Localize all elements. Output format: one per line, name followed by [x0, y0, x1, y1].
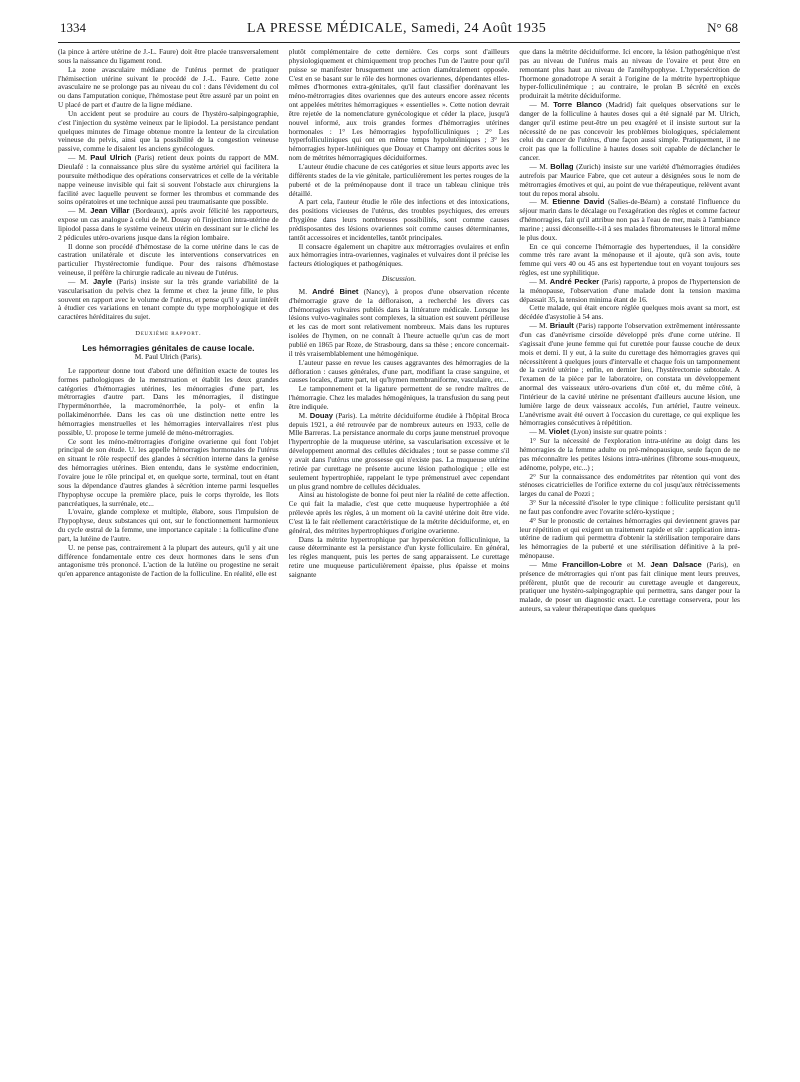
paragraph — [519, 561, 740, 614]
paragraph — [519, 473, 740, 500]
paragraph-text: 2° Sur la connaissance des endométrites par rétention qui vont des sténoses cicatricielles de l'orifice externe du col jusqu'aux rétrécissements larges du canal de Pozzi ; — [519, 471, 741, 499]
article-body — [58, 48, 740, 1068]
paragraph — [58, 367, 279, 438]
paragraph-text: 3° Sur la nécessité d'isoler le type clinique : folliculite persistant qu'il ne faut pas confondre avec l'ovarite scléro-kystique ; — [519, 498, 741, 516]
paragraph — [519, 278, 740, 305]
paragraph-text: Les hémorragies génitales de cause locale. — [82, 343, 255, 353]
paragraph — [519, 517, 740, 561]
paragraph-text: Un accident peut se produire au cours de l'hystéro-salpingographie, c'est l'injection du système veineux par le lipiodol. La persistance pendant quelques minutes de l'image obtenue montre la lenteur de la circulation veineuse du pelvis, ainsi que la possibilité de la congestion veineuse passive, comme le disaient les anciens gynécologues. — [58, 108, 279, 154]
paragraph-text: (la pince à artère utérine de J.-L. Faure) doit être placée transversalement sous la naissance du ligament rond. — [58, 48, 279, 65]
paragraph-text: (Zurich) insiste sur une variété d'hémorragies étudiées autrefois par Maurice Fabre, que cet auteur a désignées sous le nom de métrorragies émotives et qui, au point de vue thérapeutique, relèvent avant tout du repos moral absolu. — [519, 161, 741, 198]
paragraph — [289, 412, 510, 492]
paragraph-text: Le tamponnement et la ligature permettent de se rendre maîtres de l'hémorragie. Chez les malades hémogéniques, la transfusion du sang peut être indiquée. — [288, 384, 510, 411]
paragraph-text: M. Paul Ulrich (Paris). — [134, 352, 202, 361]
paragraph-text: Dans la métrite hypertrophique par hypersécrétion folliculinique, la cause déterminante est la persistance d'un kyste folliculaire. En général, les règles manquent, puis les pertes de sang apparaissent. Le curettage retire une muqueuse particulièrement épaisse, plus épaisse et moins saignante — [288, 534, 510, 579]
speaker-name: Briault — [549, 321, 574, 331]
speaker-name: André Binet — [312, 286, 359, 296]
paragraph — [58, 508, 279, 543]
discussion-heading — [289, 275, 510, 284]
speaker-name: Jayle — [92, 276, 112, 286]
speaker-name: Etienne David — [552, 197, 605, 207]
paragraph-text: Il donne son procédé d'hémostase de la corne utérine dans le cas de castration unilatérale et discute les interventions conservatrices en particulier l'hystérectomie fundique. Pour des raisons d'hémostase veineuse, il préfère la chirurgie radicale au niveau de l'utérus. — [58, 241, 279, 278]
paragraph — [58, 544, 279, 579]
issue-number: N° 68 — [707, 20, 738, 35]
paragraph-text: 4° Sur le pronostic de certaines hémorragies qui deviennent graves par leur répétition et qui exigent un traitement rapide et sûr : application intra-utérine de radium qui permettra d'obtenir la stérilisation temporaire dans les hémorragies de la puberté et une stérilisation définitive à la pré-ménopause. — [519, 515, 741, 561]
section-author — [58, 353, 279, 362]
speaker-prefix: M. — [298, 410, 310, 420]
speaker-prefix: — M. — [529, 276, 550, 286]
paragraph-text: Cette malade, qui était encore réglée quelques mois avant sa mort, est décédée d'asystolie à 54 ans. — [519, 303, 741, 322]
paragraph-text: Deuxième rapport. — [135, 330, 202, 338]
speaker-name: Jean Dalsace — [650, 559, 702, 569]
paragraph-text: (Paris), en présence de métrorragies qui n'ont pas fait clinique ment leurs preuves, préfèrent, plutôt que de recourir au curettage aveugle et dangereux, pratiquer une hystéro-salpingographie qui permettra, sans danger pour la malade, de poser un diagnostic exact. Le curettage conservera, pour les auteurs, sa valeur thérapeutique dans quelques — [519, 559, 741, 614]
speaker-prefix: — Mme — [529, 559, 563, 569]
paragraph — [519, 101, 740, 163]
paragraph-text: que dans la métrite déciduiforme. Ici encore, la lésion pathogénique n'est pas au niveau de l'utérus mais au niveau de l'ovaire et peut être en remontant plus haut au niveau de l'antéhypophyse. L'hypersécrétion de l'hormone gonadotrope A serait à l'origine de la métrite hypertrophique hyper-folliculinémique ; au contraire, le prolan B sécrété en excès produirait la métrite déciduiforme. — [519, 48, 741, 101]
page-header — [60, 20, 738, 40]
paragraph-text: Discussion. — [381, 274, 417, 284]
speaker-prefix: — M. — [529, 427, 549, 437]
paragraph-text: (Paris). La métrite déciduiforme étudiée à l'hôpital Broca depuis 1921, a été retrouvée par de nombreux auteurs en 1933, celle de Mlle Barreras. La persistance anormale du corps jaune menstruel provoque l'hypertrophie de la muqueuse utérine, sa vascularisation excessive et le développement anormal des cellules déciduales ; tout se passe comme s'il y avait dans l'utérus une grossesse qui n'existe pas. La muqueuse utérine retirée par curettage ne présente aucune lésion pathologique ; elle est seulement hypertrophiée, rappelant le type prémenstruel avec cependant un plus grand nombre de cellules déciduales. — [288, 410, 510, 491]
paragraph-text: (Madrid) fait quelques observations sur le danger de la folliculine à hautes doses qui a été signalé par M. Ulrich, danger qu'il estime peut-être un peu exagéré et il insiste surtout sur la nécessité de ne pas concevoir les problèmes biologiques, spécialement celui du cancer de l'utérus, d'une façon aussi simple. Pratiquement, il ne croit pas que la folliculine à hautes doses soit capable de déclancher le cancer. — [519, 100, 741, 163]
paragraph-text: (Nancy), à propos d'une observation récente d'hémorragie grave de la défloraison, a recherché les divers cas d'hémorragies vulvaires publiés dans la littérature médicale. Lorsque les lésions vulvo-vaginales sont complexes, la situation est souvent périlleuse et les cas de mort sont relativement nombreux. Mais dans les ruptures isolées de l'hymen, on ne connaît à l'heure actuelle qu'un cas de mort publié en 1865 par Roze, de Strasbourg, dans sa thèse ; encore concernait-il très vraisemblablement une hémogénique. — [288, 286, 510, 358]
paragraph — [289, 163, 510, 198]
paragraph — [58, 66, 279, 110]
speaker-name: Douay — [309, 410, 333, 420]
paragraph — [289, 243, 510, 270]
speaker-prefix: — M. — [68, 153, 91, 163]
paragraph-text: plutôt complémentaire de cette dernière. Ces corps sont d'ailleurs physiologiquement et chimiquement trop proches l'un de l'autre pour qu'il puisse se manifester brusquement une action diamétralement opposée. C'est en se basant sur le rôle des hormones ovariennes, dépendantes elles-mêmes d'hormones extra-génitales, qu'il faut classifier dorénavant les méno-métrorragies dites ovariennes que des auteurs encore assez récents ont appelées métrites hémorragiques « essentielles ». Cette notion devrait être rejetée de la nomenclature gynécologique et céder la place, jusqu'à nouvel informé, aux trois grandes formes d'hémorragies utérines hormonales : 1° Les hémorragies hypofolliculiniques ; 2° Les hyperfolliculiniques qui ont en même temps hypolutéiniques ; 3° les hémorragies hyper-lutéiniques que Douay et Champy ont décrites sous le nom de métrites hémorragiques déciduiformes. — [288, 48, 510, 163]
text-column-middle — [289, 48, 510, 1068]
paragraph — [519, 163, 740, 198]
paragraph-text: L'ovaire, glande complexe et multiple, élabore, sous l'impulsion de l'hypophyse, deux substances qui ont, sur le fonctionnement harmonieux du cycle œstral de la femme, une importance capitale : la folliculine d'une part, la lutéine de l'autre. — [58, 507, 279, 543]
speaker-joiner: et M. — [622, 559, 651, 569]
paragraph — [289, 288, 510, 359]
paragraph-text: (Paris) retient deux points du rapport de MM. Dieulafé : la connaissance plus sûre du système artériel qui facilitera la poursuite méthodique des opérations conservatrices et celle de la véritable nappe veineuse invisible qui fait si souvent l'obstacle aux chirurgiens la facilité avec laquelle peuvent se former les thrombus et commande des soins opératoires et une technique aussi peu traumatisante que possible. — [58, 153, 279, 207]
paragraph-text: L'auteur passe en revue les causes aggravantes des hémorragies de la défloration : causes générales, d'une part, modifiant la crase sanguine, et causes locales, d'autre part, tel qu'hymen membraniforme, vasculaire, etc... — [288, 357, 510, 385]
speaker-prefix: M. — [298, 286, 313, 296]
speaker-prefix: — M. — [529, 321, 550, 331]
page-number: 1334 — [60, 20, 86, 35]
speaker-name: André Pecker — [549, 276, 600, 286]
paragraph — [58, 207, 279, 242]
paragraph-text: (Paris) rapporte, à propos de l'hypertension de la ménopause, l'observation d'une malade dont la tension maxima dépassait 35, la tension minima étant de 16. — [519, 276, 741, 304]
speaker-prefix: — M. — [68, 206, 91, 216]
paragraph — [58, 278, 279, 322]
paragraph — [519, 437, 740, 472]
paragraph — [289, 491, 510, 535]
paragraph — [519, 304, 740, 322]
paragraph-text: (Bordeaux), après avoir félicité les rapporteurs, expose un cas analogue à celui de M. Douay où l'injection intra-utérine de lipiodol passa dans le système veineux utérin en dessinant sur le cliché les 2 pédicules utéro-ovariens jusque dans la région lombaire. — [58, 206, 279, 242]
paragraph-text: Le rapporteur donne tout d'abord une définition exacte de toutes les formes pathologiques de la menstruation et établit les deux grandes catégories d'hémorragies utérines, les ménorragies d'une part, les métrorragies d'autre part. Dans les ménorragies, il distingue l'hyperménorrhée, la macroménorrhée, la poly- et enfin la pollakiménorrhée. Dans les cas où une distinction nette entre les hémorragies menstruelles et les hémorragies intervallaires n'est plus possible, U. propose le terme jumelé de méno-métrorragies. — [58, 365, 279, 437]
paragraph-text: (Paris) rapporte l'observation extrêmement intéressante d'un cas d'anévrisme cirsoïde développé près d'une corne utérine. Il s'agissait d'une jeune femme qui fut curettée pour fausse couche de deux mois et demi. Il y eut, à la suite du curettage des hémorragies graves qui nécessitèrent à quelques jours d'intervalle et chaque fois un tamponnement de la cavité utérine ; enfin, en dernier lieu, l'hystérectomie subtotale. A l'examen de la pièce par le laboratoire, on constata un développement anormal des vaisseaux utéro-ovariens d'un côté et, du même côté, à l'intérieur de la cavité utérine ne présentant d'ailleurs aucune lésion, une lumière large de deux vaisseaux accolés, l'un artériel, l'autre veineux. L'anévrisme avait été ouvert à l'occasion du curettage, ce qui explique les hémorragies consécutives à répétition. — [519, 321, 741, 428]
journal-title: LA PRESSE MÉDICALE, Samedi, 24 Août 1935 — [246, 21, 547, 36]
paragraph — [519, 198, 740, 242]
paragraph — [519, 243, 740, 278]
paragraph — [519, 48, 740, 101]
paragraph-text: En ce qui concerne l'hémorragie des hypertendues, il la considère comme très rare avant la ménopause et il ajoute, qu'à son avis, toute femme qui vers 40 ou 45 ans est hypertendue tout en voyant toujours ses règles, est une syphilitique. — [519, 241, 741, 278]
paragraph-text: (Salies-de-Béarn) a constaté l'influence du séjour marin dans le décalage ou l'exagération des règles et comme facteur d'hémorragies, fait qu'il attribue non pas à l'eau de mer, mais à l'ambiance marine ; aussi déconseille-t-il à ses malades fibromateuses le littoral même le plus doux. — [519, 197, 741, 242]
paragraph-text: La zone avasculaire médiane de l'utérus permet de pratiquer l'hémisection utérine suivant le procédé de J.-L. Faure. Cette zone avasculaire ne se prolonge pas au niveau du col : dans l'évidement du col ou dans l'amputation conique, l'hémostase peut être assuré par un point en U placé de part et d'autre de la ligne médiane. — [58, 64, 279, 110]
paragraph — [289, 536, 510, 580]
paragraph — [289, 359, 510, 386]
paragraph — [58, 154, 279, 207]
paragraph-text: A part cela, l'auteur étudie le rôle des infections et des intoxications, des positions vicieuses de l'utérus, des troubles psychiques, des erreurs d'hygiène dans leurs nombreuses possibilités, sont comme causes prédisposantes des lésions ovariennes soit comme causes déterminantes, tantôt accessoires et incidentelles, tantôt principales. — [288, 197, 510, 242]
text-column-left — [58, 48, 279, 1068]
speaker-prefix: — M. — [529, 161, 551, 171]
text-column-right — [519, 48, 740, 1068]
paragraph — [58, 110, 279, 154]
paragraph-text: (Lyon) insiste sur quatre points : — [569, 427, 667, 437]
paragraph — [58, 438, 279, 509]
speaker-name: Torre Blanco — [553, 100, 602, 110]
speaker-name: Violet — [548, 427, 570, 437]
paragraph-text: Ainsi au histologiste de bonne foi peut nier la réalité de cette affection. Ce qui fait la maladie, c'est que cette muqueuse hypertrophiée a été prélevée après les règles, à un moment où la cavité utérine doit être vide. C'est là le fait réellement caractéristique de la métrite déciduiforme, et, en général, des métrites hypertrophiques d'origine ovarienne. — [288, 490, 510, 535]
paragraph — [289, 385, 510, 412]
speaker-prefix: — M. — [529, 197, 553, 207]
paragraph-text: L'auteur étudie chacune de ces catégories et situe leurs apports avec les différents stades de la vie génitale, particulièrement les pertes rouges de la puberté et de la préménopause dont il trace un tableau clinique très détaillé. — [288, 161, 510, 198]
header-rule — [58, 42, 740, 43]
speaker-name: Bollag — [550, 161, 574, 171]
paragraph-text: U. ne pense pas, contrairement à la plupart des auteurs, qu'il y ait une différence fondamentale entre ces deux hormones dans le sens d'un antagonisme très prononcé. L'action de la lutéine ou progestine ne serait qu'en apparence antagoniste de l'action de la folliculine. En réalité, elle est — [58, 542, 279, 579]
paragraph — [58, 243, 279, 278]
paragraph — [58, 48, 279, 66]
report-heading — [58, 330, 279, 339]
speaker-name: Paul Ulrich — [90, 153, 132, 163]
speaker-name: Jean Villar — [90, 206, 130, 216]
paragraph — [519, 499, 740, 517]
paragraph-text: (Paris) insiste sur la très grande variabilité de la vascularisation du pelvis chez la femme et chez la jeune fille, le plus souvent en rapport avec le volume de l'utérus, et pense qu'il y aurait intérêt à étudier ces variations en tenant compte du type morphologique et des caractères héréditaires du sujet. — [58, 276, 279, 322]
paragraph — [289, 198, 510, 242]
paragraph-text: Il consacre également un chapitre aux métrorragies ovulaires et enfin aux hémorragies intra-ovariennes, vaginales et vulvaires dont il précise les facteurs étiologiques et pathogéniques. — [288, 241, 510, 269]
speaker-prefix: — M. — [68, 276, 93, 286]
paragraph-text: 1° Sur la nécessité de l'exploration intra-utérine au doigt dans les hémorragies de la femme adulte ou pré-ménopausique, seule façon de ne pas méconnaître les petites lésions intra-utérines (fibrome sous-muqueux, adénome, polype, etc...) ; — [519, 436, 741, 472]
paragraph-text: Ce sont les méno-métrorragies d'origine ovarienne qui font l'objet principal de son étude. U. les appelle hémorragies hormonales de l'utérus en situant le rôle respectif des glandes à sécrétion interne dans la genèse des hémorragies utérines. Bien entendu, dans le système endocrinien, l'ovaire joue le rôle principal et, en quelque sorte, terminal, tout en étant sous la dépendance d'autres glandes à sécrétion interne parmi lesquelles l'hypophyse occupe la première place, puis le corps thyroïde, les îlots pancréatiques, la surrénale, etc... — [58, 436, 279, 508]
paragraph — [289, 48, 510, 163]
paragraph — [519, 322, 740, 428]
speaker-name: Francillon-Lobre — [562, 559, 622, 569]
speaker-prefix: — M. — [529, 100, 554, 110]
